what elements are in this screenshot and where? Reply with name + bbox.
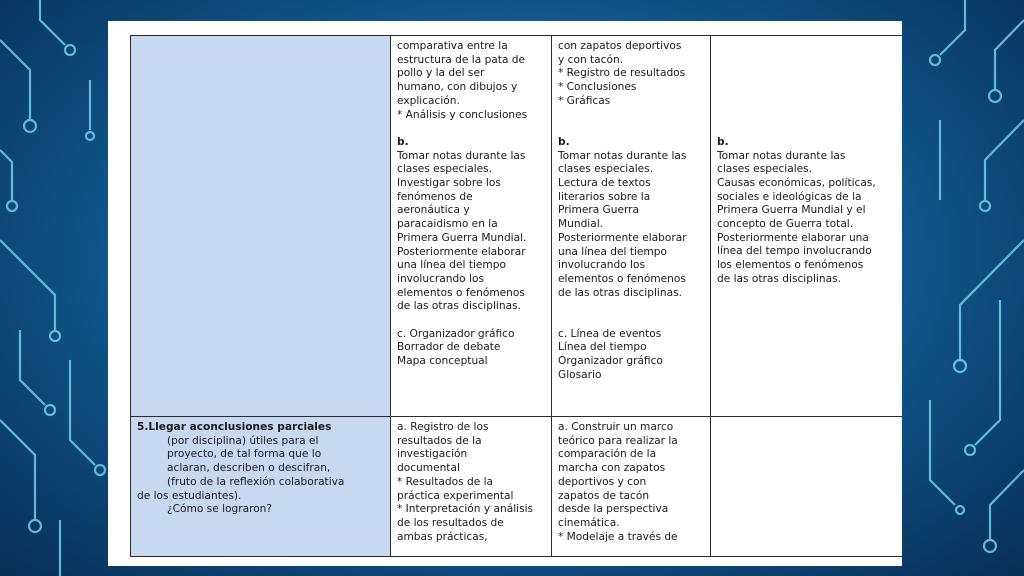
table-cell-stage-5 [131, 417, 391, 557]
slide-document [108, 21, 902, 566]
text-line: teórico para realizar la [558, 434, 678, 447]
text-line: literarios sobre la [558, 190, 651, 203]
text-line: aeronáutica y [397, 204, 470, 217]
text-line: desde la perspectiva [558, 503, 669, 516]
text-line: cinemática. [558, 516, 620, 529]
text-line: Glosario [558, 368, 602, 381]
text-line: proyecto, de tal forma que lo [167, 448, 322, 461]
text-line: humano, con dibujos y [397, 81, 518, 94]
table-row [131, 36, 903, 417]
text-line: a. Construir un marco [558, 421, 674, 433]
text-line: involucrando los [397, 272, 484, 285]
text-line: Investigar sobre los [397, 177, 501, 190]
text-line: de las otras disciplinas. [397, 300, 521, 313]
text-line: * Análisis y conclusiones [397, 108, 528, 121]
text-line: comparación de la [558, 448, 657, 461]
text-line: involucrando los [558, 259, 645, 272]
text-line: Línea del tiempo [558, 341, 647, 354]
table-cell-conclusions-1 [391, 417, 552, 557]
table-cell-stage [131, 36, 391, 417]
text-line: Borrador de debate [397, 341, 501, 354]
text-line: de los resultados de [397, 516, 504, 529]
text-line: práctica experimental [397, 489, 514, 502]
text-line: * Resultados de la [397, 475, 494, 488]
table-row [131, 417, 903, 557]
text-line: Causas económicas, políticas, [717, 176, 876, 189]
text-line: Lectura de textos [558, 177, 651, 189]
text-line: concepto de Guerra total. [717, 218, 854, 231]
text-line: estructura de la pata de [397, 53, 526, 66]
text-line: con zapatos deportivos [558, 40, 682, 52]
text-line: Primera Guerra Mundial y el [717, 204, 866, 217]
table-cell-activities-3 [711, 36, 903, 417]
text-line: comparativa entre la [397, 40, 508, 52]
text-line: los elementos o fenómenos [717, 259, 864, 272]
text-line: c. Organizador gráfico [397, 327, 515, 340]
stage-question: ¿Cómo se lograron? [167, 503, 273, 516]
text-line: * Gráficas [558, 94, 611, 107]
text-line: * Interpretación y análisis [397, 503, 534, 516]
text-line: Tomar notas durante las [558, 149, 687, 162]
text-line: * Registro de resultados [558, 67, 686, 80]
section-label: b. [717, 135, 729, 148]
text-line: c. Línea de eventos [558, 327, 662, 340]
text-line: (fruto de la reflexión colaborativa [167, 475, 345, 488]
text-line: una línea del tiempo [397, 259, 506, 272]
text-line: (por disciplina) útiles para el [167, 434, 319, 447]
text-line: Posteriormente elaborar [397, 245, 526, 258]
text-line: de las otras disciplinas. [558, 286, 682, 299]
text-line: y con tacón. [558, 53, 624, 66]
text-line: ambas prácticas, [397, 530, 488, 543]
text-line: Tomar notas durante las [717, 149, 846, 162]
text-line: zapatos de tacón [558, 489, 650, 502]
text-line: Primera Guerra Mundial. [397, 231, 527, 244]
text-line: sociales e ideológicas de la [717, 190, 862, 203]
text-line: deportivos y con [558, 475, 647, 488]
text-line: línea del tempo involucrando [717, 245, 872, 258]
text-line: Posteriormente elaborar [558, 231, 687, 244]
text-line: de las otras disciplinas. [717, 272, 841, 285]
text-line: fenómenos de [397, 190, 473, 203]
text-line: elementos o fenómenos [558, 272, 686, 285]
table-cell-activities-1 [391, 36, 552, 417]
text-line: investigación [397, 448, 468, 461]
text-line: * Modelaje a través de [558, 530, 678, 543]
text-line: clases especiales. [397, 163, 493, 176]
text-line: Tomar notas durante las [397, 149, 526, 162]
text-line: Organizador gráfico [558, 355, 663, 368]
text-line: paracaidismo en la [397, 218, 498, 231]
section-label: b. [558, 135, 570, 148]
text-line: a. Registro de los [397, 421, 489, 433]
section-label: b. [397, 135, 409, 148]
text-line: marcha con zapatos [558, 462, 666, 475]
text-line: una línea del tiempo [558, 245, 667, 258]
stage-title: 5.Llegar aconclusiones parciales [137, 421, 332, 433]
text-line: elementos o fenómenos [397, 286, 525, 299]
text-line: clases especiales. [558, 163, 654, 176]
text-line: explicación. [397, 94, 460, 107]
text-line: documental [397, 462, 460, 475]
text-line: Mapa conceptual [397, 355, 488, 368]
text-line: resultados de la [397, 434, 482, 447]
planning-table [130, 35, 902, 557]
text-line: clases especiales. [717, 163, 813, 176]
text-line: de los estudiantes). [137, 489, 242, 502]
table-cell-activities-2 [552, 36, 711, 417]
text-line: Posteriormente elaborar una [717, 231, 869, 244]
table-cell-conclusions-3 [711, 417, 903, 557]
text-line: Mundial. [558, 218, 604, 231]
table-cell-conclusions-2 [552, 417, 711, 557]
text-line: Primera Guerra [558, 204, 640, 217]
text-line: * Conclusiones [558, 81, 637, 94]
text-line: aclaran, describen o descifran, [167, 462, 331, 475]
text-line: pollo y la del ser [397, 67, 485, 80]
